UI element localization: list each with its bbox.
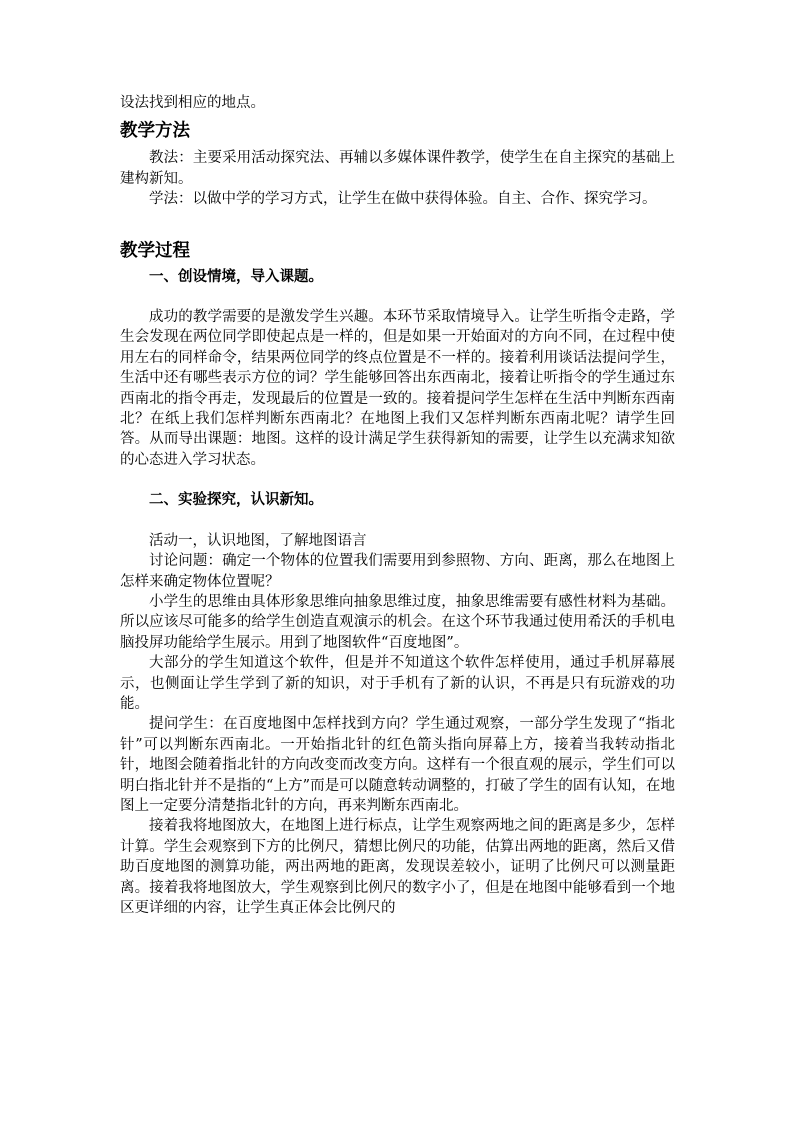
section-1-heading: 一、创设情境，导入课题。 [149, 267, 323, 285]
learning-method-paragraph: 学法：以做中学的学习方式，让学生在做中获得体验。自主、合作、探究学习。 [149, 191, 657, 208]
scale-paragraph: 接着我将地图放大，在地图上进行标点，让学生观察两地之间的距离是多少，怎样计算。学生会观察到下方的比例尺，猜想比例尺的功能，估算出两地的距离，然后又借助百度地图的测算功能，两出两地的距离，发现误差较小，证明了比例尺可以测量距离。接着我将地图放大，学生观察到比例尺的数字小了，但是在地图中能够看到一个地区更详细的内容，让学生真正体会比例尺的 [120, 818, 675, 916]
section-2-heading: 二、实验探究，认识新知。 [149, 491, 323, 509]
direction-paragraph: 提问学生：在百度地图中怎样找到方向？学生通过观察，一部分学生发现了“指北针”可以判断东西南北。一开始指北针的红色箭头指向屏幕上方，接着当我转动指北针，地图会随着指北针的方向改变而改变方向。这样有一个很直观的展示，学生们可以明白指北针并不是指的“上方”而是可以随意转动调整的，打破了学生的固有认知，在地图上一定要分清楚指北针的方向，再来判断东西南北。 [120, 716, 675, 814]
intro-tail-text: 设法找到相应的地点。 [120, 95, 265, 111]
document-page [120, 93, 675, 918]
thinking-paragraph: 小学生的思维由具体形象思维向抽象思维过度，抽象思维需要有感性材料为基础。所以应该尽可能多的给学生创造直观演示的机会。在这个环节我通过使用希沃的手机电脑投屏功能给学生展示。用到了地图软件“百度地图”。 [120, 593, 675, 651]
section-1-paragraph: 成功的教学需要的是激发学生兴趣。本环节采取情境导入。让学生听指令走路，学生会发现在两位同学即使起点是一样的，但是如果一开始面对的方向不同，在过程中使用左右的同样命令，结果两位同学的终点位置是不一样的。接着利用谈话法提问学生，生活中还有哪些表示方位的词？学生能够回答出东西南北，接着让听指令的学生通过东西南北的指令再走，发现最后的位置是一致的。接着提问学生怎样在生活中判断东西南北？在纸上我们怎样判断东西南北？在地图上我们又怎样判断东西南北呢？请学生回答。从而导出课题：地图。这样的设计满足学生获得新知的需要，让学生以充满求知欲的心态进入学习状态。 [120, 309, 675, 468]
software-paragraph: 大部分的学生知道这个软件，但是并不知道这个软件怎样使用，通过手机屏幕展示，也侧面让学生学到了新的知识，对于手机有了新的认识，不再是只有玩游戏的功能。 [120, 655, 675, 712]
teaching-process-heading: 教学过程 [120, 240, 190, 261]
teaching-method-paragraph: 教法：主要采用活动探究法、再辅以多媒体课件教学，使学生在自主探究的基础上建构新知。 [120, 150, 675, 187]
discussion-paragraph: 讨论问题：确定一个物体的位置我们需要用到参照物、方向、距离，那么在地图上怎样来确定物体位置呢？ [120, 553, 675, 590]
teaching-method-heading: 教学方法 [120, 121, 190, 142]
activity-1-title: 活动一，认识地图，了解地图语言 [149, 532, 367, 549]
